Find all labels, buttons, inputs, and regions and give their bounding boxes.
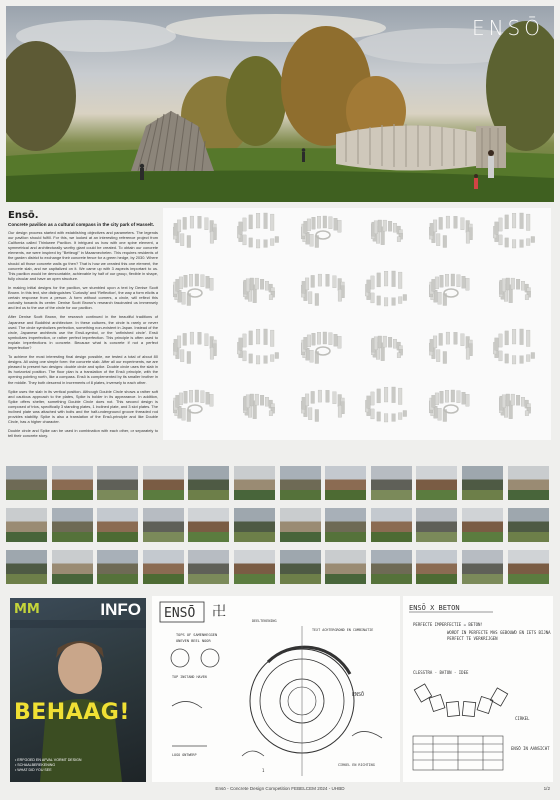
- site-photo: [97, 466, 138, 500]
- sketch-logo: ENSŌ: [164, 606, 196, 621]
- site-photo: [6, 508, 47, 542]
- model-study-render: [173, 216, 216, 247]
- site-photo: [462, 550, 503, 584]
- site-photo: [188, 466, 229, 500]
- sketch-note: WORDT IN PERFECTE MAS GEBOUWD EN IETS BIJNA PERFECT TE VERKRIJGEN: [447, 630, 551, 641]
- site-photo: [280, 508, 321, 542]
- magazine-cover-word: BEHAAG!: [14, 700, 130, 725]
- site-photo: [6, 550, 47, 584]
- model-study-render: [365, 387, 406, 422]
- model-study-render: [429, 390, 469, 422]
- site-photo: [97, 550, 138, 584]
- site-photo: [325, 508, 366, 542]
- site-photo: [52, 550, 93, 584]
- paragraph: To achieve the most interesting final design possible, we tested a total of about 80 designs. All using one simple form: the concrete slab. After all our experiments, we are pleased to present two designs: double circle and spike. Double circle uses the slab in its horizontal position. The floor plan is a translation of the Ensō principle, with the opening pointing north, like a compass. Ensō is complemented by its smaller brother in the middle. They both descend in increments of 8 plates, inversely to each other.: [8, 354, 158, 385]
- site-photo: [371, 466, 412, 500]
- model-study-render: [173, 274, 213, 306]
- sketch-note: CIRKEL: [515, 716, 530, 721]
- magazine-cover: [10, 598, 146, 782]
- model-study-render: [365, 271, 406, 306]
- model-study-render: [429, 274, 469, 306]
- site-photo: [371, 508, 412, 542]
- site-photo: [280, 466, 321, 500]
- sketch-note: ONEVEN BEEL NOOR: [176, 639, 211, 643]
- site-photo: [416, 508, 457, 542]
- magazine-line: • SCHAALBEREKENING: [15, 763, 56, 767]
- sketch-note: LOGO ONTWERP: [172, 753, 197, 757]
- site-photo: [143, 508, 184, 542]
- site-photo: [462, 508, 503, 542]
- logo-text: ENSŌ: [471, 16, 544, 40]
- site-photo: [52, 508, 93, 542]
- site-photo: [6, 466, 47, 500]
- sketch-note: DEELTEKENING: [252, 619, 277, 623]
- model-study-render: [301, 274, 344, 305]
- project-title: Ensō.: [8, 210, 39, 221]
- material-sketch: [403, 596, 553, 782]
- site-photo: [325, 466, 366, 500]
- sketch-note: ENSŌ: [352, 692, 365, 698]
- footer-caption: Ensō - Concrete Design Competition FEBELCEM 2024 - UHBD: [215, 786, 345, 791]
- site-photo: [234, 508, 275, 542]
- sketch-note: PERFECTE IMPERFECTIE = BETON!: [413, 622, 483, 627]
- site-photo: [188, 508, 229, 542]
- sketch-note: 1: [262, 768, 265, 773]
- site-photo: [143, 550, 184, 584]
- concept-sketch: [152, 596, 400, 782]
- paragraph: Double circle and Spike can be used in combination with each other, or separately to tell their concrete story.: [8, 428, 158, 439]
- hero-render: [6, 6, 554, 202]
- model-study-render: [429, 216, 472, 247]
- site-photo: [143, 466, 184, 500]
- site-photo: [416, 550, 457, 584]
- model-study-render: [243, 278, 274, 303]
- sketch-note: TOPS OF SAMENHEGGEN: [176, 633, 218, 637]
- paragraph: In making initial designs for the pavilion, we stumbled upon a text by Denise Scott Brown. In this text, she distinguishes 'Curiosity' and 'Reflection', the way a form elicits a certain response from a person. A form without corners, a circle, will reflect this curiosity towards its center. Denise Scott Brown's research fascinated us immensely and led us to the use of the circle for our pavilion.: [8, 284, 158, 311]
- model-study-render: [237, 213, 278, 248]
- cover-portrait: [10, 598, 146, 782]
- site-photo: [416, 466, 457, 500]
- paragraph: Spike uses the slab in its vertical position. Although Double Circle shows a rather soft and cautious approach to the plates, Spike is bolder in its appearance. In addition, Spike offers shelter, something Double Circle does not. This second design is composed of trios, specifically 3 standing plates, 1 inclined plate, and 3 slot plates. The inclined plate was attached with bolts and the half-underground groove threaded rod provides stability. Spike is also a translation of the Ensō-principle and like Double Circle, has a higher character.: [8, 388, 158, 425]
- paragraph: After Denise Scott Brown, the research continued in the beautiful traditions of Japanese and Buddhist architecture. In these cultures, the circle is rarely or never used. The circle symbolizes perfection, something non-existent in Japan. Instead of the circle, Japanese architects use the Ensō-symbol, or the 'unfinished circle'. Ensō symbolizes imperfection, or rather perfect imperfection. This principle is often used to explain imperfections in concrete. Because what is concrete if not a perfect imperfection?: [8, 314, 158, 350]
- model-study-render: [301, 390, 344, 421]
- sketch-title: ENSŌ X BETON: [409, 604, 460, 612]
- model-study-render: [301, 332, 341, 364]
- double-circle-pavilion: [336, 124, 506, 171]
- page-number: 1/2: [543, 786, 550, 791]
- sketch-note: TOP INSTAND HAVEN: [172, 675, 207, 679]
- site-photo: [280, 550, 321, 584]
- model-studies-grid: [163, 208, 551, 440]
- site-photo: [234, 466, 275, 500]
- paragraph: Our design process started with establishing objectives and parameters. The legends our pavilion should fulfill. For this, we looked at an interesting reference project from California called Thinkwee Pavilion. It intrigued us how with one spine element, a symmetrical and architecturally worthy giant could be created. To obtain our concrete elements, we were inspired by "Betteugl" in Maasmechelen. This requires residents of the garden district to exchange their concrete fence for a green hedge, by 2030. Where should all those concrete walls go then? That is how we created this one element, the concrete slab, and we capitalized on it. We came up with 3 aspects important to us. This pavilion would be demountable, achievable by half of our group, flexible in shape, fully circular and have an open structure.: [8, 230, 158, 281]
- sketch-note: CLESSTRA - BATON - IDEE: [413, 670, 469, 675]
- site-photo: [508, 508, 549, 542]
- model-studies: [163, 208, 551, 440]
- site-photo: [52, 466, 93, 500]
- material-sketch-sheet: [403, 596, 553, 782]
- site-photo: [97, 508, 138, 542]
- model-study-render: [493, 213, 534, 248]
- project-subtitle: Concrete pavilion as a cultural compass in the city park of Hasselt.: [8, 222, 155, 227]
- site-photo: [462, 466, 503, 500]
- model-study-render: [237, 329, 278, 364]
- model-study-render: [371, 220, 402, 245]
- svg-text:卍: 卍: [212, 604, 226, 620]
- model-study-render: [499, 394, 530, 419]
- site-photo: [188, 550, 229, 584]
- description-column: [8, 210, 158, 460]
- magazine-masthead: INFO: [100, 600, 141, 619]
- site-photo: [508, 466, 549, 500]
- site-photo: [234, 550, 275, 584]
- model-study-render: [173, 332, 216, 363]
- site-photos: [6, 466, 554, 592]
- sketch-note: ENSŌ IN AANSICHT: [511, 746, 550, 751]
- model-study-render: [301, 216, 341, 248]
- site-photo: [325, 550, 366, 584]
- model-study-render: [371, 336, 402, 361]
- site-photo: [508, 550, 549, 584]
- model-study-render: [493, 329, 534, 364]
- model-study-render: [173, 390, 213, 422]
- model-study-render: [499, 278, 530, 303]
- site-photo: [371, 550, 412, 584]
- model-study-render: [243, 394, 274, 419]
- magazine-line: • WHAT DID YOU SEE: [15, 768, 52, 772]
- magazine-logo: MM: [14, 602, 40, 617]
- model-study-render: [429, 332, 472, 363]
- sketch-note: TEXT ACHTERGROND EN COMBINATIE: [312, 628, 374, 632]
- concept-sketch-sheet: [152, 596, 400, 782]
- magazine-line: • ERFGOED EN AFVAL VORMT DESIGN: [15, 758, 82, 762]
- sketch-note: CIRKEL EN RICHTING: [338, 763, 375, 767]
